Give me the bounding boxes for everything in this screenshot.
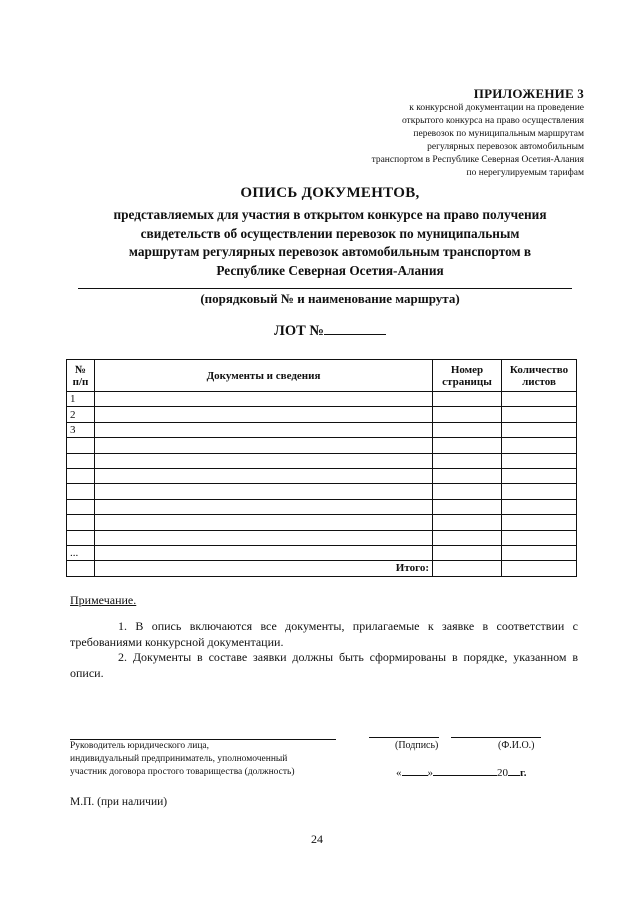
page-cell[interactable] [433,392,502,407]
date-quote-close: » [427,767,433,779]
day-blank[interactable] [402,775,428,776]
lot-blank [324,322,386,335]
header-count: Количество листов [502,360,577,392]
signatory-line: участник договора простого товарищества (должность) [70,767,295,777]
row-number [67,438,95,453]
date-quote-open: « [396,767,402,779]
page-cell[interactable] [433,484,502,499]
year-blank[interactable] [508,775,520,776]
count-cell[interactable] [502,499,577,514]
count-cell[interactable] [502,468,577,483]
inventory-table [66,359,577,577]
route-fill-line [78,288,572,289]
docs-cell[interactable] [95,468,433,483]
docs-cell[interactable] [95,407,433,422]
page-cell[interactable] [433,530,502,545]
docs-cell[interactable] [95,515,433,530]
page-cell[interactable] [433,407,502,422]
table-row [67,484,577,499]
page-cell[interactable] [433,499,502,514]
total-label: Итого: [95,561,433,576]
table-row [67,407,577,422]
page-cell[interactable] [433,515,502,530]
table-row [67,438,577,453]
table-row [67,453,577,468]
table-row [67,499,577,514]
note-paragraph-1 [70,619,578,650]
signatory-line: индивидуальный предприниматель, уполномоченный [70,754,288,764]
header-docs: Документы и сведения [95,360,433,392]
fio-fill-line [451,737,541,738]
page-cell[interactable] [433,468,502,483]
note-text-2: 2. Документы в составе заявки должны быть сформированы в порядке, указанном в описи. [70,650,578,680]
signature-fill-line [369,737,439,738]
header-num: № п/п [67,360,95,392]
lot-number [40,322,620,340]
page-cell[interactable] [433,422,502,437]
appendix-line: транспортом в Республике Северная Осетия-Алания [371,155,584,165]
docs-cell[interactable] [95,438,433,453]
note-paragraph-2 [70,650,578,681]
note-text-1: 1. В опись включаются все документы, прилагаемые к заявке в соответствии с требованиями конкурсной документации. [70,619,578,649]
docs-cell[interactable] [95,530,433,545]
docs-cell[interactable] [95,484,433,499]
row-number [67,468,95,483]
date-line [396,767,527,779]
count-cell[interactable] [502,438,577,453]
table-header-row [67,360,577,392]
row-number: 3 [67,422,95,437]
docs-cell[interactable] [95,453,433,468]
year-suffix: г. [520,767,527,779]
row-number [67,515,95,530]
row-number [67,453,95,468]
appendix-block [372,86,584,180]
count-cell[interactable] [502,530,577,545]
document-title: ОПИСЬ ДОКУМЕНТОВ, [240,185,420,201]
page-cell[interactable] [433,453,502,468]
signature-label: (Подпись) [395,740,439,751]
row-number: 2 [67,407,95,422]
lot-label: ЛОТ № [274,323,324,339]
table-row [67,422,577,437]
docs-cell[interactable] [95,499,433,514]
total-count-cell[interactable] [502,561,577,576]
signatory-caption [70,740,295,779]
row-number [67,499,95,514]
table-row [67,468,577,483]
count-cell[interactable] [502,422,577,437]
table-row [67,545,577,560]
subtitle-line: Республике Северная Осетия-Алания [216,262,444,278]
count-cell[interactable] [502,545,577,560]
row-number [67,484,95,499]
row-number [67,530,95,545]
row-number: 1 [67,392,95,407]
route-caption: (порядковый № и наименование маршрута) [200,291,460,306]
count-cell[interactable] [502,453,577,468]
docs-cell[interactable] [95,422,433,437]
page-cell[interactable] [433,545,502,560]
count-cell[interactable] [502,407,577,422]
signatory-line: Руководитель юридического лица, [70,741,210,751]
appendix-title: ПРИЛОЖЕНИЕ 3 [473,86,584,101]
docs-cell[interactable] [95,392,433,407]
row-number: ... [67,545,95,560]
count-cell[interactable] [502,392,577,407]
appendix-line: регулярных перевозок автомобильным [427,142,584,152]
subtitle-line: представляемых для участия в открытом конкурсе на право получения [113,207,547,222]
table-row [67,515,577,530]
subtitle-line: маршрутам регулярных перевозок автомобильным транспортом в [128,244,532,259]
docs-cell[interactable] [95,545,433,560]
appendix-line: перевозок по муниципальным маршрутам [413,129,584,139]
total-empty-cell [67,561,95,576]
page-number: 24 [311,832,323,846]
header-page: Номер страницы [433,360,502,392]
stamp-label: М.П. (при наличии) [70,796,168,808]
count-cell[interactable] [502,484,577,499]
table-row [67,530,577,545]
month-blank[interactable] [433,775,497,776]
page-cell[interactable] [433,438,502,453]
count-cell[interactable] [502,515,577,530]
fio-label: (Ф.И.О.) [498,740,535,751]
appendix-line: к конкурсной документации на проведение [409,103,584,113]
appendix-line: по нерегулируемым тарифам [466,168,584,178]
year-prefix: 20 [497,767,508,779]
subtitle-line: свидетельств об осуществлении перевозок по муниципальным [140,225,520,241]
appendix-line: открытого конкурса на право осуществления [401,116,584,126]
note-heading: Примечание. [70,593,137,607]
total-page-cell[interactable] [433,561,502,576]
document-subtitle [40,206,620,280]
table-total-row [67,561,577,576]
table-row [67,392,577,407]
